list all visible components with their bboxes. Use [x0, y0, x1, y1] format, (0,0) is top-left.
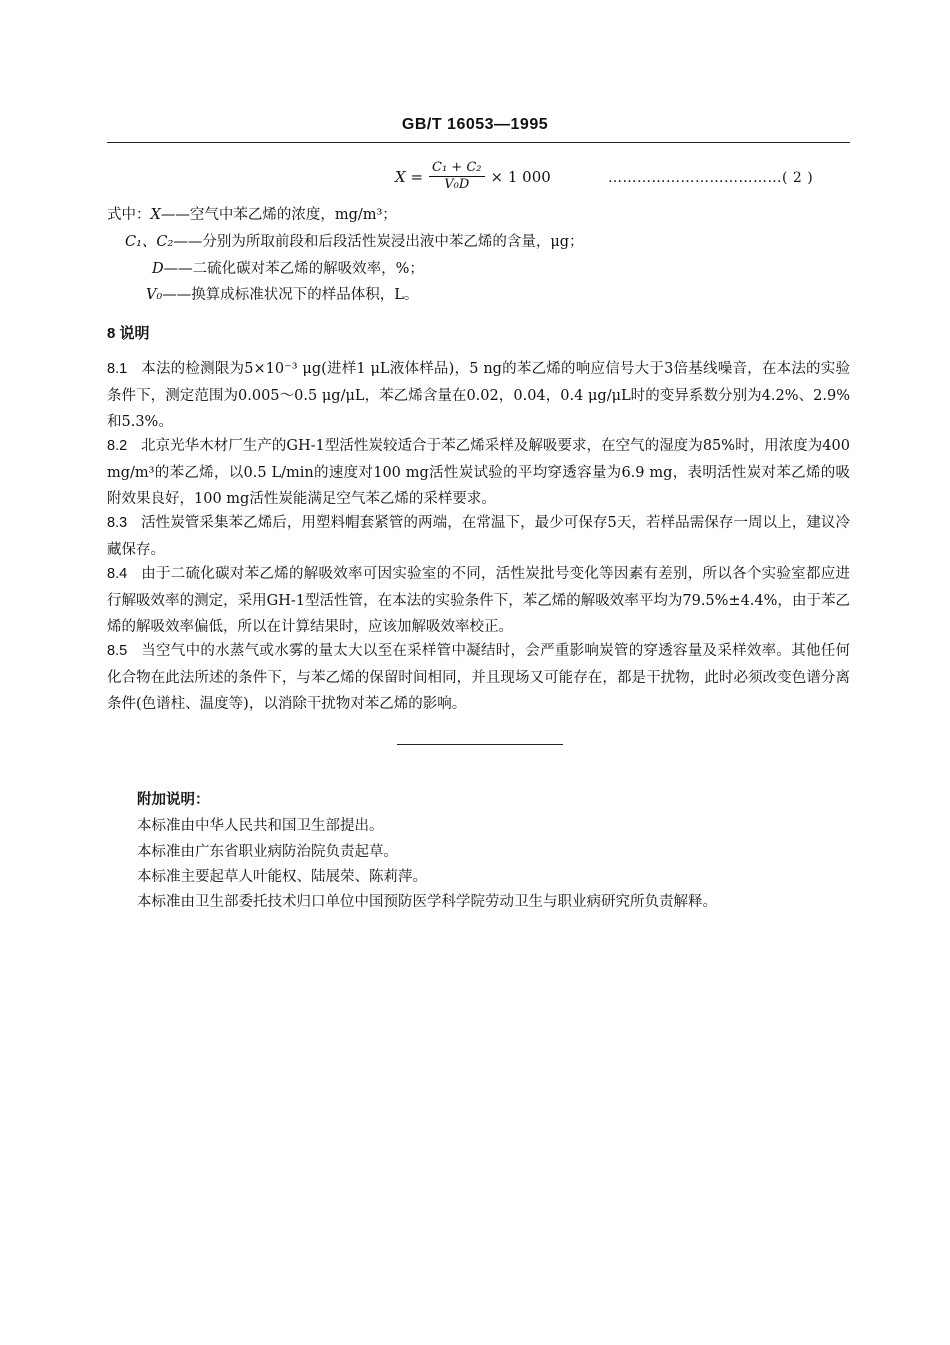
definitions-intro: 式中：: [107, 207, 151, 223]
supplementary-line: 本标准主要起草人叶能权、陆展荣、陈莉萍。: [137, 869, 427, 885]
supplementary-line: 本标准由中华人民共和国卫生部提出。: [137, 818, 384, 834]
paragraph-number: 8.4: [107, 566, 128, 582]
definition-text: ——换算成标准状况下的样品体积，L。: [162, 287, 419, 303]
formula-numerator: C₁ + C₂: [429, 160, 484, 177]
definition-row-1: [125, 231, 584, 253]
paragraph-text: 当空气中的水蒸气或水雾的量太大以至在采样管中凝结时，会严重影响炭管的穿透容量及采样效率。其他任何化合物在此法所述的条件下，与苯乙烯的保留时间相同，并且现场又可能存在，都是干扰物，此时必须改变色谱分离条件(色谱柱、温度等)，以消除干扰物对苯乙烯的影响。: [107, 643, 850, 712]
end-rule: [397, 744, 563, 745]
paragraph-8-5: [107, 638, 850, 718]
formula-leader-row: [608, 170, 813, 186]
supplementary-line: 本标准由广东省职业病防治院负责起草。: [137, 844, 398, 860]
definition-symbol: X: [150, 207, 161, 223]
paragraph-8-2: [107, 433, 850, 513]
supplementary-line: 本标准由卫生部委托技术归口单位中国预防医学科学院劳动卫生与职业病研究所负责解释。: [137, 894, 717, 910]
formula-lhs: X =: [395, 167, 424, 186]
paragraph-text: 北京光华木材厂生产的GH-1型活性炭较适合于苯乙烯采样及解吸要求，在空气的湿度为85%时，用浓度为400 mg/m³的苯乙烯，以0.5 L/min的速度对100 mg活性炭试验的平均穿透容量为6.9 mg，表明活性炭对苯乙烯的吸附效果良好，100 mg活性炭能满足空气苯乙烯的采样要求。: [107, 438, 850, 507]
paragraph-number: 8.3: [107, 515, 128, 531]
definition-row-2: [152, 258, 424, 280]
header-rule: [107, 142, 850, 143]
paragraph-8-1: [107, 356, 850, 436]
paragraph-number: 8.1: [107, 361, 128, 377]
paragraph-text: 由于二硫化碳对苯乙烯的解吸效率可因实验室的不同，活性炭批号变化等因素有差别，所以各个实验室都应进行解吸效率的测定，采用GH-1型活性管，在本法的实验条件下，苯乙烯的解吸效率平均为79.5%±4.4%，由于苯乙烯的解吸效率偏低，所以在计算结果时，应该加解吸效率校正。: [107, 566, 850, 635]
paragraph-text: 活性炭管采集苯乙烯后，用塑料帽套紧管的两端，在常温下，最少可保存5天，若样品需保存一周以上，建议冷藏保存。: [107, 515, 850, 558]
definition-text: ——二硫化碳对苯乙烯的解吸效率，%；: [163, 261, 424, 277]
formula-number: ( 2 ): [782, 170, 814, 186]
definition-text: ——空气中苯乙烯的浓度，mg/m³；: [160, 207, 397, 223]
page-header: GB/T 16053—1995: [401, 116, 549, 133]
paragraph-text: 本法的检测限为5×10⁻³ μg(进样1 μL液体样品)，5 ng的苯乙烯的响应信号大于3倍基线噪音，在本法的实验条件下，测定范围为0.005～0.5 μg/μL，苯乙烯含量在0.02，0.04，0.4 μg/μL时的变异系数分别为4.2%、2.9%和5.3%。: [107, 361, 850, 430]
paragraph-number: 8.2: [107, 438, 128, 454]
formula-2: [395, 160, 551, 193]
definition-symbol: V₀: [146, 287, 163, 303]
definition-row-3: [146, 284, 418, 306]
paragraph-8-4: [107, 561, 850, 641]
section-title: 8 说明: [107, 325, 150, 342]
definition-row-0: [107, 204, 397, 226]
definition-symbol: D: [152, 261, 164, 277]
paragraph-8-3: [107, 510, 850, 563]
formula-fraction: [429, 160, 484, 193]
formula-denominator: V₀D: [444, 177, 470, 192]
paragraph-number: 8.5: [107, 643, 128, 659]
supplementary-title: 附加说明：: [137, 792, 210, 808]
definition-symbol: C₁、C₂: [125, 234, 174, 250]
formula-multiplier: × 1 000: [490, 167, 551, 186]
definition-text: ——分别为所取前段和后段活性炭浸出液中苯乙烯的含量，μg；: [173, 234, 584, 250]
formula-leader: ………………………………: [608, 170, 782, 186]
